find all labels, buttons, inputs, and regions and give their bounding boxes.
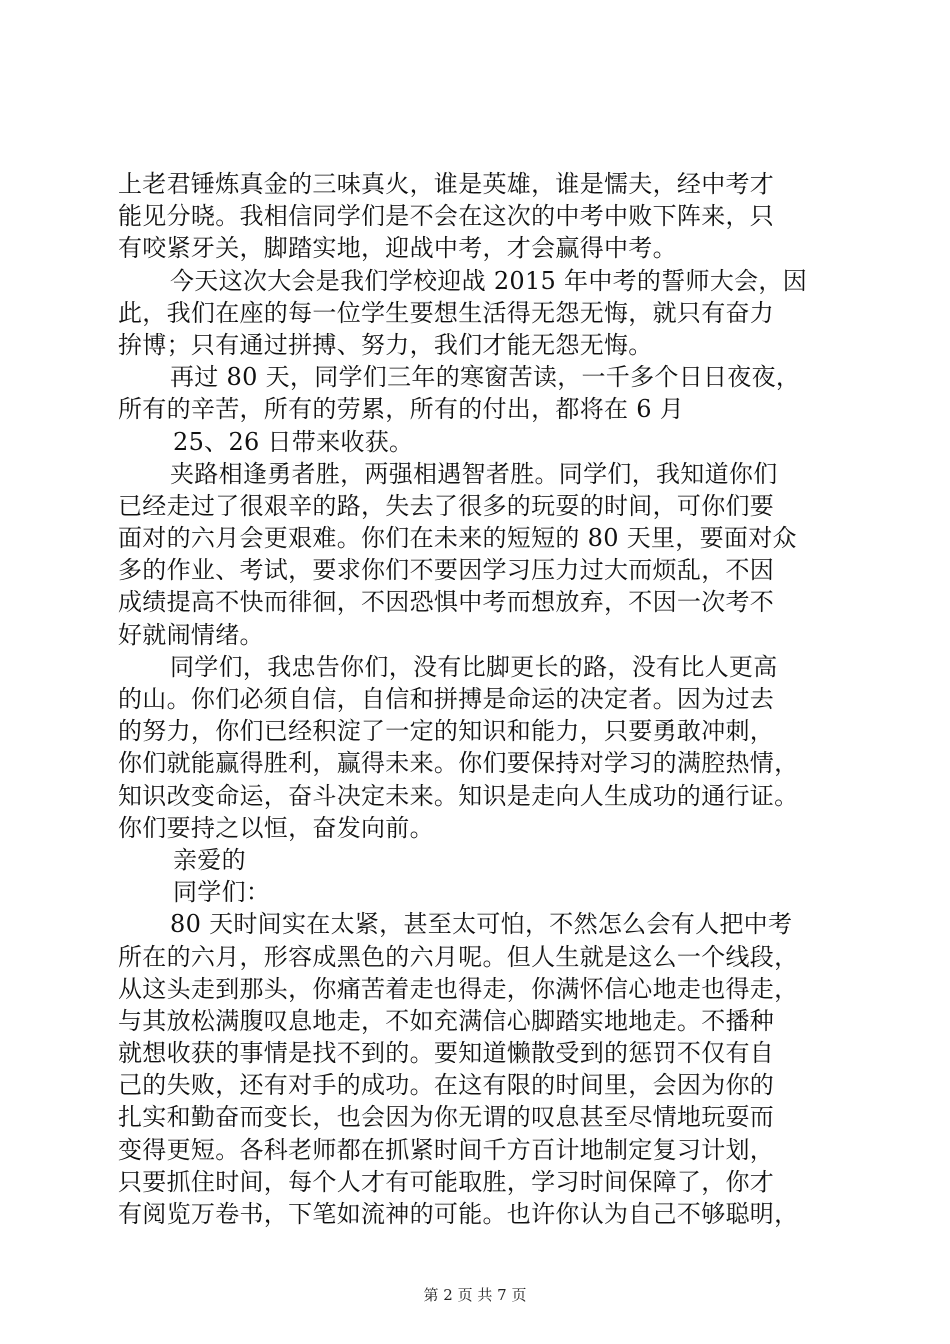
text-line: 好就闹情绪。 xyxy=(118,620,264,649)
text-line: 拚博；只有通过拼搏、努力，我们才能无怨无悔。 xyxy=(118,330,653,359)
text-line: 只要抓住时间，每个人才有可能取胜，学习时间保障了，你才 xyxy=(118,1167,775,1196)
paragraph-start-line: 25、26 日带来收获。 xyxy=(173,427,414,456)
paragraph-start-line: 夹路相逢勇者胜，两强相遇智者胜。同学们，我知道你们 xyxy=(170,459,778,488)
text-line: 能见分晓。我相信同学们是不会在这次的中考中败下阵来，只 xyxy=(118,202,775,231)
text-line: 所有的辛苦，所有的劳累，所有的付出，都将在 6 月 xyxy=(118,395,685,424)
salutation-line: 同学们： xyxy=(173,878,271,907)
text-line: 从这头走到那头，你痛苦着走也得走，你满怀信心地走也得走， xyxy=(118,974,799,1003)
text-line: 扎实和勤奋而变长，也会因为你无谓的叹息甚至尽情地玩耍而 xyxy=(118,1103,775,1132)
text-line: 知识改变命运，奋斗决定未来。知识是走向人生成功的通行证。 xyxy=(118,781,799,810)
text-line: 上老君锤炼真金的三味真火，谁是英雄，谁是懦夫，经中考才 xyxy=(118,170,775,198)
text-line: 就想收获的事情是找不到的。要知道懒散受到的惩罚不仅有自 xyxy=(118,1039,775,1068)
text-line: 成绩提高不快而徘徊，不因恐惧中考而想放弃，不因一次考不 xyxy=(118,588,775,617)
text-line: 已经走过了很艰辛的路，失去了很多的玩耍的时间，可你们要 xyxy=(118,491,775,520)
paragraph-start-line: 同学们，我忠告你们，没有比脚更长的路，没有比人更高 xyxy=(170,652,778,681)
paragraph-start-line: 今天这次大会是我们学校迎战 2015 年中考的誓师大会，因 xyxy=(170,266,808,295)
text-line: 多的作业、考试，要求你们不要因学习压力过大而烦乱，不因 xyxy=(118,556,775,585)
document-body xyxy=(118,168,838,1230)
text-line: 变得更短。各科老师都在抓紧时间千方百计地制定复习计划， xyxy=(118,1135,775,1164)
text-line: 你们就能赢得胜利，赢得未来。你们要保持对学习的满腔热情， xyxy=(118,749,799,778)
text-line: 有阅览万卷书，下笔如流神的可能。也许你认为自己不够聪明， xyxy=(118,1200,799,1228)
text-line: 此，我们在座的每一位学生要想生活得无怨无悔，就只有奋力 xyxy=(118,298,775,327)
text-line: 与其放松满腹叹息地走，不如充满信心脚踏实地地走。不播种 xyxy=(118,1006,775,1035)
salutation-line: 亲爱的 xyxy=(173,845,246,874)
paragraph-start-line: 80 天时间实在太紧，甚至太可怕，不然怎么会有人把中考 xyxy=(170,910,793,939)
text-line: 的山。你们必须自信，自信和拼搏是命运的决定者。因为过去 xyxy=(118,685,775,713)
text-line: 面对的六月会更艰难。你们在未来的短短的 80 天里，要面对众 xyxy=(118,524,797,553)
text-line: 的努力，你们已经积淀了一定的知识和能力，只要勇敢冲刺， xyxy=(118,717,775,746)
text-line: 己的失败，还有对手的成功。在这有限的时间里，会因为你的 xyxy=(118,1071,775,1100)
paragraph-start-line: 再过 80 天，同学们三年的寒窗苦读，一千多个日日夜夜， xyxy=(170,363,801,392)
text-line: 所在的六月，形容成黑色的六月呢。但人生就是这么一个线段， xyxy=(118,942,799,971)
text-line: 有咬紧牙关，脚踏实地，迎战中考，才会赢得中考。 xyxy=(118,234,677,263)
page-number-footer: 第 2 页 共 7 页 xyxy=(423,1286,527,1304)
text-line: 你们要持之以恒，奋发向前。 xyxy=(118,813,434,842)
